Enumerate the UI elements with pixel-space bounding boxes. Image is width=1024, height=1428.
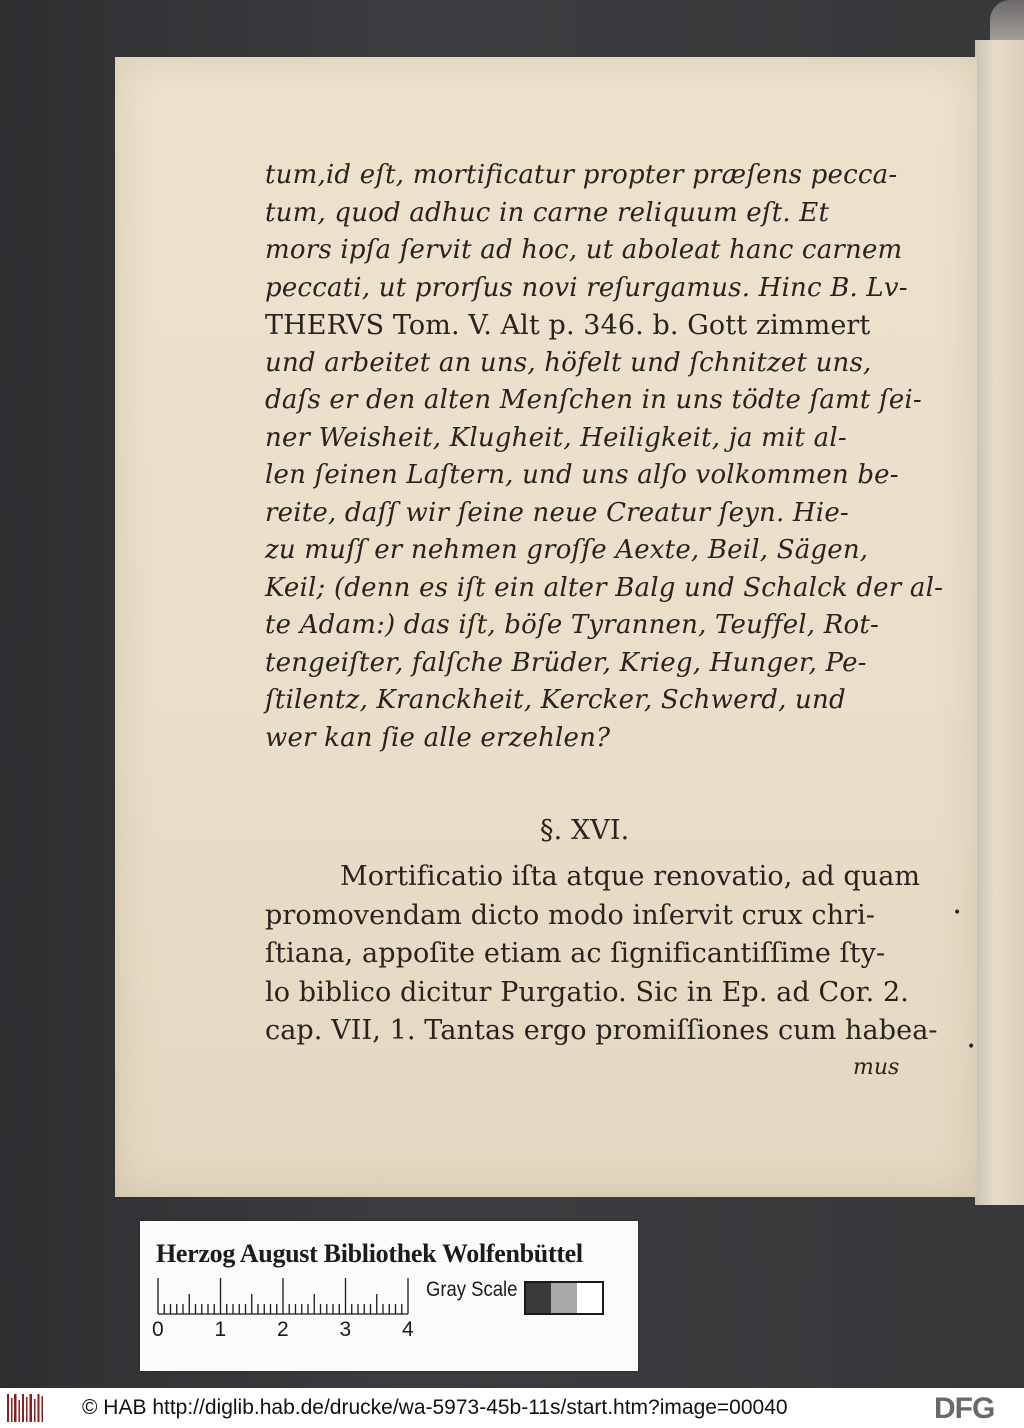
ruler-number: 4 xyxy=(402,1318,414,1341)
gray-swatch xyxy=(526,1283,551,1313)
text-line: ſtilentz, Kranckheit, Kercker, Schwerd, und xyxy=(265,685,846,715)
book-page xyxy=(115,57,977,1197)
ruler-number: 3 xyxy=(339,1318,352,1341)
text-line: und arbeitet an uns, höfelt und ſchnitzet uns, xyxy=(265,347,872,378)
text-line: mors ipſa ſervit ad hoc, ut aboleat hanc carnem xyxy=(265,235,903,265)
dfg-logo: DFG xyxy=(934,1392,995,1425)
text-line: te Adam:) das iſt, böſe Tyrannen, Teuffel, Rot- xyxy=(265,610,879,640)
ink-speck: • xyxy=(953,905,962,921)
viewer-footer xyxy=(0,1388,1024,1428)
ink-speck: • xyxy=(967,1039,976,1055)
text-line: tum, quod adhuc in carne reliquum eſt. Et xyxy=(265,197,830,228)
text-line: THERVS Tom. V. Alt p. 346. b. Gott zimmert xyxy=(265,310,871,341)
text-line: peccati, ut prorſus novi reſurgamus. Hinc B. Lv- xyxy=(265,272,908,303)
gray-swatch xyxy=(551,1283,576,1313)
text-line: tum,id eſt, mortificatur propter præſens pecca- xyxy=(265,160,898,190)
copyright-url[interactable]: © HAB http://diglib.hab.de/drucke/wa-5973-45b-11s/start.htm?image=00040 xyxy=(82,1396,788,1419)
text-line: tengeiſter, falſche Brüder, Krieg, Hunger, Pe- xyxy=(265,647,867,678)
barcode-icon xyxy=(6,1394,46,1422)
text-line: len ſeinen Laſtern, und uns alſo volkommen be- xyxy=(265,460,899,490)
text-line: ner Weisheit, Klugheit, Heiligkeit, ja mit al- xyxy=(265,422,847,453)
ruler-number: 1 xyxy=(214,1318,227,1341)
text-line: zu muſſ er nehmen groſſe Aexte, Beil, Sägen, xyxy=(265,535,869,565)
text-line: ſtiana, appoſite etiam ac ſignificantiſſime ſty- xyxy=(265,938,886,969)
text-line: cap. VII, 1. Tantas ergo promiſſiones cum habea- xyxy=(265,1015,938,1046)
library-name: Herzog August Bibliothek Wolfenbüttel xyxy=(156,1239,583,1268)
text-line: lo biblico dicitur Purgatio. Sic in Ep. ad Cor. 2. xyxy=(265,976,909,1008)
text-line: wer kan ſie alle erzehlen? xyxy=(265,722,611,753)
ruler-number: 0 xyxy=(152,1318,164,1341)
gray-swatch xyxy=(577,1283,602,1313)
text-line: promovendam dicto modo inſervit crux chri- xyxy=(265,899,876,931)
text-line: daſs er den alten Menſchen in uns tödte ſamt ſei- xyxy=(265,385,922,415)
color-calibration-card xyxy=(140,1221,638,1371)
gray-scale-swatches xyxy=(524,1281,604,1315)
next-page-edge xyxy=(975,40,1024,1205)
text-line: Mortificatio iſta atque renovatio, ad quam xyxy=(340,861,921,892)
section-heading: §. XVI. xyxy=(540,815,630,846)
gray-scale-label: Gray Scale xyxy=(426,1278,518,1301)
text-line: reite, daſſ wir ſeine neue Creatur ſeyn. Hie- xyxy=(265,497,849,528)
text-line: Keil; (denn es iſt ein alter Balg und Schalck der al- xyxy=(265,572,944,603)
ruler-number: 2 xyxy=(277,1318,289,1341)
catchword: mus xyxy=(853,1055,900,1080)
